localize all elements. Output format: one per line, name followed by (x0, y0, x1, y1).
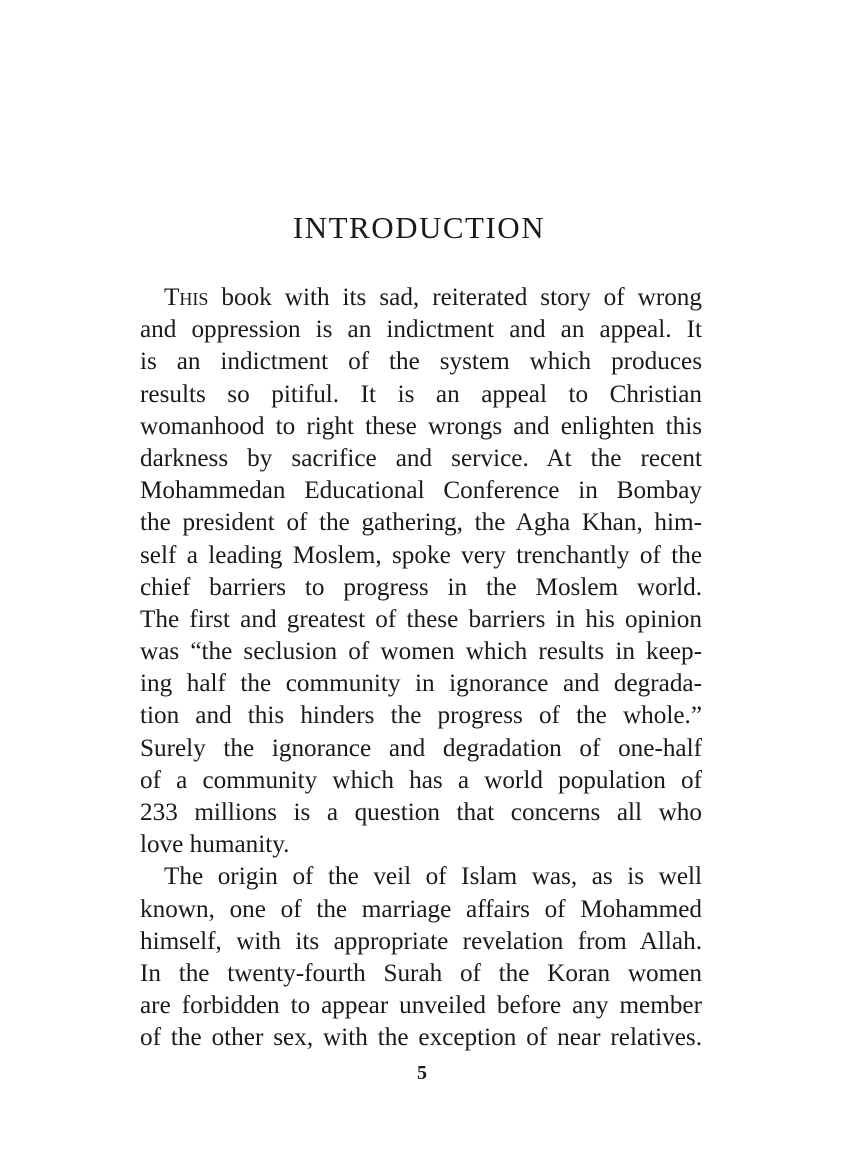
chapter-title: INTRODUCTION (292, 210, 546, 245)
text-line: 233 millions is a question that concerns all who (140, 799, 702, 826)
text-line: darkness by sacrifice and service. At the recent (140, 444, 702, 472)
text-line: Surely the ignorance and degradation of one-half (140, 734, 702, 762)
text-line: the president of the gathering, the Agha Khan, him- (140, 509, 702, 537)
text-line: is an indictment of the system which produces (140, 348, 702, 376)
text-line: chief barriers to progress in the Moslem world. (140, 573, 702, 601)
text-line: known, one of the marriage affairs of Mohammed (140, 895, 702, 923)
page-number: 5 (417, 1062, 427, 1084)
text-line: In the twenty-fourth Surah of the Koran women (140, 959, 702, 987)
text-line: of the other sex, with the exception of near relatives. (140, 1024, 702, 1052)
text-line: tion and this hinders the progress of the whole.” (140, 702, 702, 730)
text-line: self a leading Moslem, spoke very trenchantly of the (140, 541, 702, 569)
text-line: womanhood to right these wrongs and enlighten this (140, 412, 702, 440)
text-line: results so pitiful. It is an appeal to Christian (140, 380, 702, 408)
text-line: The first and greatest of these barriers in his opinion (140, 605, 702, 633)
text-line-content: book with its sad, reiterated story of wrong (208, 284, 702, 311)
lead-word: This (164, 284, 209, 311)
text-line: ing half the community in ignorance and degrada- (140, 670, 702, 698)
body-text (140, 282, 702, 1055)
text-line: The origin of the veil of Islam was, as is well (164, 863, 702, 891)
text-line: was “the seclusion of women which results in keep- (140, 638, 702, 666)
text-line: are forbidden to appear unveiled before any member (140, 992, 702, 1020)
text-line: himself, with its appropriate revelation from Allah. (140, 927, 702, 955)
text-line: love humanity. (140, 831, 290, 859)
text-line (140, 282, 702, 314)
text-line: of a community which has a world population of (140, 766, 702, 794)
text-line: Mohammedan Educational Conference in Bombay (140, 477, 702, 505)
text-line: and oppression is an indictment and an appeal. It (140, 316, 702, 344)
